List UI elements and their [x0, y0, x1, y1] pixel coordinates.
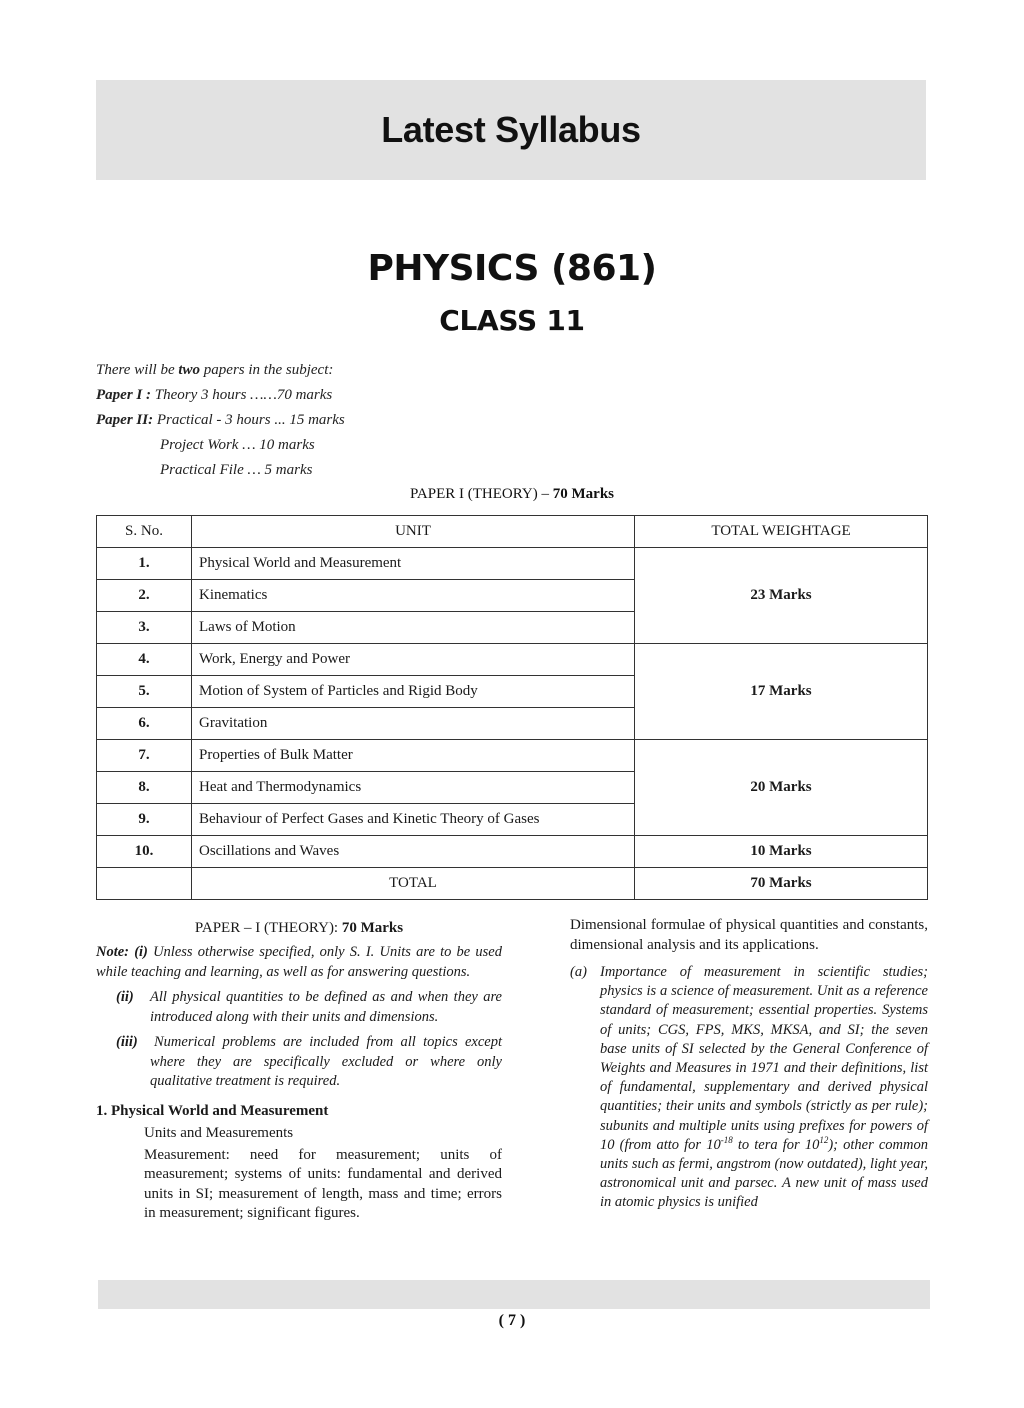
- left-column: [96, 920, 502, 1224]
- row-unit: Work, Energy and Power: [192, 644, 635, 676]
- paper-intro: [96, 358, 496, 483]
- row-sno: 1.: [97, 548, 192, 580]
- row-sno: 9.: [97, 804, 192, 836]
- row-sno: 8.: [97, 772, 192, 804]
- banner-title: Latest Syllabus: [381, 109, 641, 150]
- subject-title: PHYSICS (861): [367, 248, 657, 289]
- paper-2-line: Paper II: Practical - 3 hours ... 15 marks: [96, 412, 345, 428]
- row-unit: Properties of Bulk Matter: [192, 740, 635, 772]
- row-sno: 4.: [97, 644, 192, 676]
- section-1-title: 1. Physical World and Measurement: [96, 1102, 329, 1119]
- project-work-line: Project Work … 10 marks: [160, 437, 315, 453]
- page-number: ( 7 ): [498, 1312, 526, 1329]
- row-unit: Physical World and Measurement: [192, 548, 635, 580]
- practical-file-line: Practical File … 5 marks: [160, 462, 313, 478]
- row-unit: Motion of System of Particles and Rigid Body: [192, 676, 635, 708]
- weightage-cell: 17 Marks: [635, 644, 928, 740]
- total-marks: 70 Marks: [635, 868, 928, 900]
- row-unit: Laws of Motion: [192, 612, 635, 644]
- row-sno: 2.: [97, 580, 192, 612]
- table-header-row: [97, 516, 928, 548]
- row-unit: Gravitation: [192, 708, 635, 740]
- header-sno: S. No.: [97, 516, 192, 548]
- row-unit: Oscillations and Waves: [192, 836, 635, 868]
- header-banner: [96, 80, 926, 180]
- row-sno: 5.: [97, 676, 192, 708]
- table-row: [97, 548, 928, 580]
- table-total-row: [97, 868, 928, 900]
- table-row: [97, 740, 928, 772]
- note-i: Note: (i) Unless otherwise specified, only S. I. Units are to be used while teaching and learning, as well as for answering questions.: [96, 944, 502, 980]
- row-unit: Behaviour of Perfect Gases and Kinetic Theory of Gases: [192, 804, 635, 836]
- row-unit: Heat and Thermodynamics: [192, 772, 635, 804]
- weightage-cell: 20 Marks: [635, 740, 928, 836]
- total-sno-empty: [97, 868, 192, 900]
- table-row: [97, 644, 928, 676]
- dimensional-intro: Dimensional formulae of physical quantities and constants, dimensional analysis and its applications.: [570, 917, 928, 953]
- row-sno: 3.: [97, 612, 192, 644]
- weightage-cell: 10 Marks: [635, 836, 928, 868]
- weightage-cell: 23 Marks: [635, 548, 928, 644]
- header-unit: UNIT: [192, 516, 635, 548]
- note-iii: (iii) Numerical problems are included from all topics except where they are specifically excluded or where only qualitative treatment is required.: [116, 1034, 502, 1089]
- row-unit: Kinematics: [192, 580, 635, 612]
- section-1-subtitle: Units and Measurements: [144, 1124, 294, 1141]
- footer-bar: [98, 1280, 930, 1309]
- row-sno: 10.: [97, 836, 192, 868]
- item-a: (a) Importance of measurement in scientific studies; physics is a science of measurement. Unit as a reference standard of measurement; essential properties. Systems of units; CGS, FPS, MKS, MKSA, and SI; the seven base units of SI selected by the General Conference of Weights and Measures in 1971 and their definitions, list of fundamental, supplementary and derived physical quantities; their units and symbols (strictly as per rule); subunits and multiple units using prefixes for powers of 10 (from atto for $10^{-18}$ to tera for $10^{12}$); other common units such as fermi, angstrom (now outdated), light year, astronomical unit and parsec. A new unit of mass used in atomic physics is unified: [570, 964, 928, 1211]
- total-label: TOTAL: [192, 868, 635, 900]
- intro-line: There will be two papers in the subject:: [96, 362, 334, 378]
- header-weightage: TOTAL WEIGHTAGE: [635, 516, 928, 548]
- row-sno: 6.: [97, 708, 192, 740]
- note-ii: (ii) All physical quantities to be defined as and when they are introduced along with their units and dimensions.: [116, 989, 502, 1025]
- section-1-body: Measurement: need for measurement; units of measurement; systems of units: fundamental and derived units in SI; measurement of length, mass and time; errors in measurement; significant figures.: [144, 1146, 502, 1221]
- paper-1-line: Paper I : Theory 3 hours ……70 marks: [96, 387, 333, 403]
- right-column: [570, 916, 928, 1213]
- table-row: [97, 836, 928, 868]
- class-title: CLASS 11: [439, 304, 585, 337]
- syllabus-table: [96, 515, 928, 900]
- theory-heading: PAPER – I (THEORY): 70 Marks: [194, 920, 404, 936]
- row-sno: 7.: [97, 740, 192, 772]
- paper-heading: PAPER I (THEORY) – 70 Marks: [409, 486, 615, 502]
